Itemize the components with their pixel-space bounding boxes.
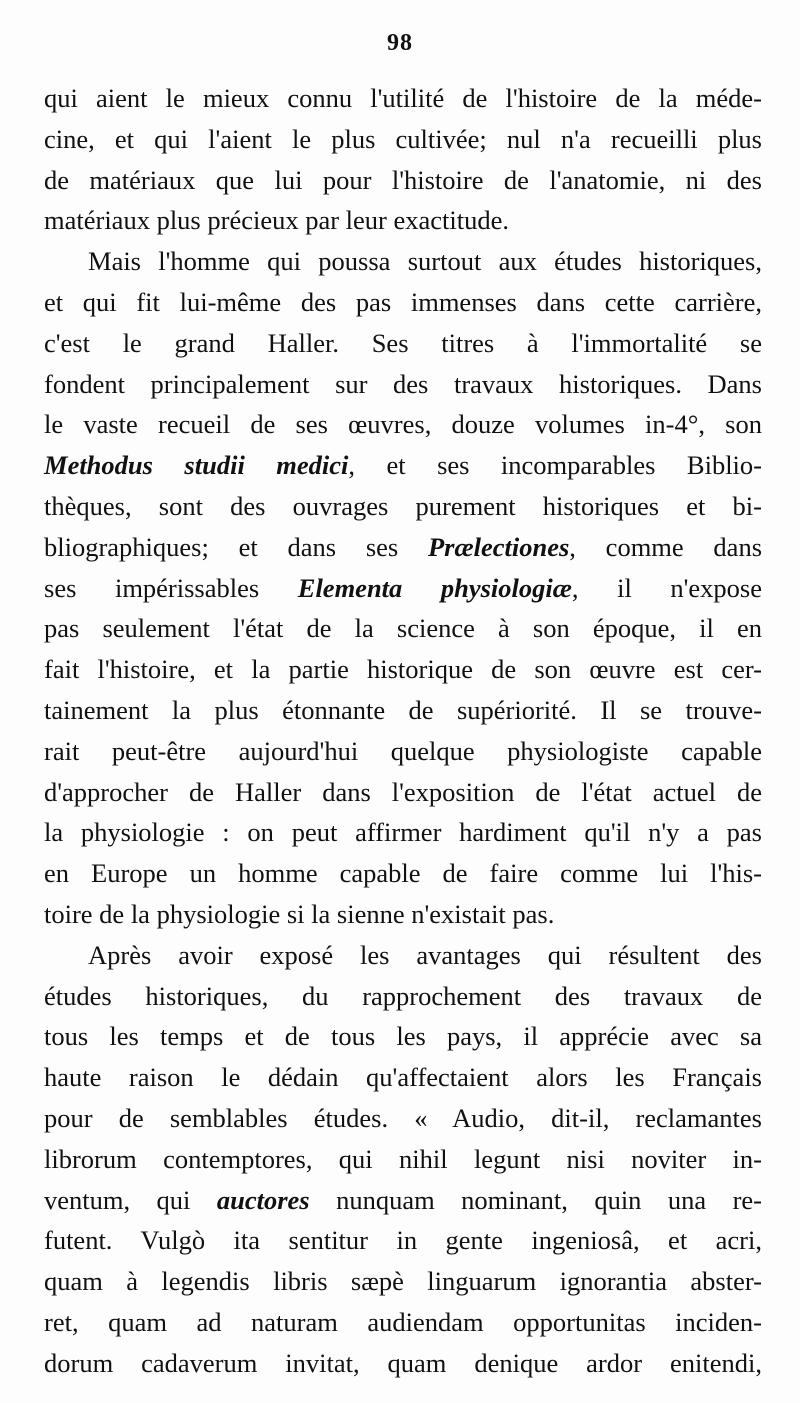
text-line xyxy=(44,119,762,160)
text-span: , comme dans xyxy=(569,531,763,562)
text-line xyxy=(44,894,762,935)
italic-title: auctores xyxy=(216,1184,310,1215)
text-span: rait peut-être aujourd'hui quelque physiologiste capable xyxy=(44,735,762,766)
text-span: bliographiques; et dans ses xyxy=(44,531,428,562)
text-span: thèques, sont des ouvrages purement historiques et bi- xyxy=(44,490,762,521)
italic-title: Elementa physiologiæ xyxy=(297,572,572,603)
text-span: la physiologie : on peut affirmer hardiment qu'il n'y a pas xyxy=(44,817,762,848)
text-line xyxy=(44,241,762,282)
text-span: , il n'expose xyxy=(571,572,762,603)
text-line xyxy=(44,323,762,364)
text-span: nunquam nominant, quin una re- xyxy=(309,1184,762,1215)
text-line xyxy=(44,1220,762,1261)
text-span: pas seulement l'état de la science à son époque, il en xyxy=(44,613,762,644)
text-line xyxy=(44,1057,762,1098)
text-span: ses impérissables xyxy=(44,572,298,603)
text-span: c'est le grand Haller. Ses titres à l'immortalité se xyxy=(44,327,762,358)
text-line xyxy=(44,853,762,894)
text-line xyxy=(44,690,762,731)
text-line xyxy=(44,1261,762,1302)
italic-title: Prælectiones xyxy=(427,531,570,562)
text-span: études historiques, du rapprochement des travaux de xyxy=(44,980,762,1011)
text-span: matériaux plus précieux par leur exactitude. xyxy=(44,205,510,236)
text-line xyxy=(44,1343,762,1384)
text-line xyxy=(44,1098,762,1139)
text-span: tous les temps et de tous les pays, il apprécie avec sa xyxy=(44,1021,762,1052)
text-line xyxy=(44,1302,762,1343)
page-number: 98 xyxy=(387,30,413,56)
text-span: d'approcher de Haller dans l'exposition de l'état actuel de xyxy=(44,776,762,807)
text-line xyxy=(44,160,762,201)
text-span: ventum, qui xyxy=(44,1184,217,1215)
text-span: , et ses incomparables Biblio- xyxy=(348,450,762,481)
text-span: Mais l'homme qui poussa surtout aux études historiques, xyxy=(88,246,762,277)
text-line xyxy=(44,282,762,323)
body-text xyxy=(44,78,762,1384)
text-span: dorum cadaverum invitat, quam denique ardor enitendi, xyxy=(44,1347,762,1378)
text-line xyxy=(44,1139,762,1180)
text-span: fondent principalement sur des travaux historiques. Dans xyxy=(44,368,762,399)
text-span: toire de la physiologie si la sienne n'existait pas. xyxy=(44,898,555,929)
text-line xyxy=(44,935,762,976)
text-span: tainement la plus étonnante de supériorité. Il se trouve- xyxy=(44,694,762,725)
text-line xyxy=(44,649,762,690)
text-span: librorum contemptores, qui nihil legunt nisi noviter in- xyxy=(44,1143,762,1174)
text-span: et qui fit lui-même des pas immenses dans cette carrière, xyxy=(44,286,762,317)
text-line xyxy=(44,568,762,609)
text-line xyxy=(44,1180,762,1221)
text-line xyxy=(44,404,762,445)
text-line xyxy=(44,731,762,772)
text-line xyxy=(44,445,762,486)
text-span: le vaste recueil de ses œuvres, douze volumes in-4°, son xyxy=(44,409,762,440)
italic-title: Methodus studii medici xyxy=(44,450,349,481)
text-span: haute raison le dédain qu'affectaient alors les Français xyxy=(44,1062,762,1093)
text-span: pour de semblables études. « Audio, dit-il, reclamantes xyxy=(44,1102,762,1133)
text-line xyxy=(44,772,762,813)
text-span: quam à legendis libris sæpè linguarum ignorantia abster- xyxy=(44,1266,762,1297)
text-line xyxy=(44,976,762,1017)
text-span: de matériaux que lui pour l'histoire de l'anatomie, ni des xyxy=(44,164,762,195)
text-span: en Europe un homme capable de faire comme lui l'his- xyxy=(44,858,762,889)
text-line xyxy=(44,364,762,405)
text-span: Après avoir exposé les avantages qui résultent des xyxy=(88,939,762,970)
text-line xyxy=(44,200,762,241)
text-span: futent. Vulgò ita sentitur in gente ingeniosâ, et acri, xyxy=(44,1225,762,1256)
text-line xyxy=(44,1016,762,1057)
text-span: qui aient le mieux connu l'utilité de l'histoire de la méde- xyxy=(44,83,762,113)
text-span: cine, et qui l'aient le plus cultivée; nul n'a recueilli plus xyxy=(44,123,762,154)
text-line xyxy=(44,486,762,527)
text-span: ret, quam ad naturam audiendam opportunitas inciden- xyxy=(44,1306,762,1337)
text-span: fait l'histoire, et la partie historique de son œuvre est cer- xyxy=(44,654,762,685)
text-line xyxy=(44,527,762,568)
text-line xyxy=(44,78,762,119)
text-line xyxy=(44,608,762,649)
text-line xyxy=(44,812,762,853)
